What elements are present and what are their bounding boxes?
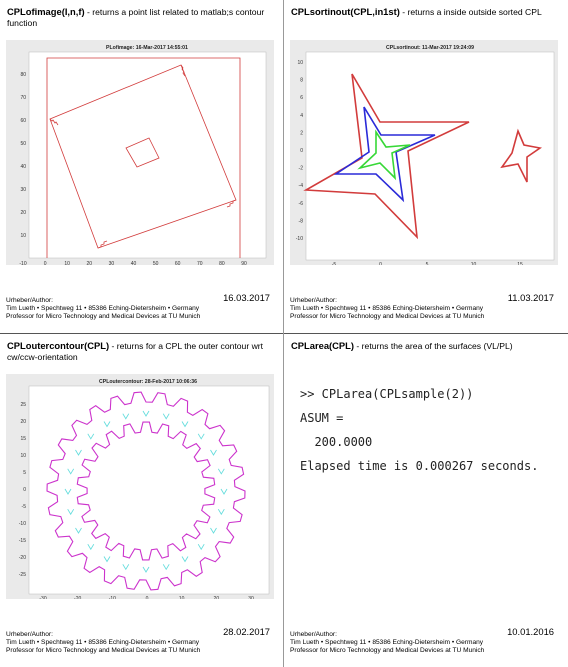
x-tick-label: 50	[152, 261, 159, 265]
x-tick-label: 30	[108, 261, 115, 265]
console-variable: ASUM =	[300, 411, 344, 425]
x-tick-label: 0	[43, 261, 47, 265]
function-name: CPLofimage(I,n,f)	[7, 6, 85, 17]
y-tick-label: 0	[300, 148, 303, 154]
function-description: - returns for a CPL the outer contour wrt cw/ccw-orientation	[7, 341, 264, 362]
y-tick-label: -15	[18, 538, 26, 544]
panel-date: 11.03.2017	[507, 292, 554, 303]
author-address: Tim Lueth • Spechtweg 11 • 85386 Eching-Dietersheim • Germany	[290, 305, 484, 312]
y-tick-label: -10	[295, 236, 303, 242]
author-address: Tim Lueth • Spechtweg 11 • 85386 Eching-Dietersheim • Germany	[6, 305, 200, 312]
x-tick-label: 0	[379, 262, 382, 265]
y-tick-label: 50	[20, 141, 26, 147]
author-label: Urheber/Author:	[6, 297, 53, 304]
function-description: - returns the area of the surfaces (VL/PL)	[354, 341, 513, 351]
author-label: Urheber/Author:	[290, 631, 337, 638]
y-tick-label: 5	[23, 470, 26, 476]
y-tick-label: 30	[20, 187, 26, 193]
panel-title	[291, 340, 561, 352]
y-tick-label: 70	[20, 95, 26, 101]
y-tick-label: 20	[20, 419, 26, 425]
author-footer	[290, 292, 560, 321]
author-affiliation: Professor for Micro Technology and Medical Devices at TU Munich	[6, 313, 201, 320]
console-command: >> CPLarea(CPLsample(2))	[300, 387, 474, 401]
y-tick-label: 8	[300, 77, 303, 84]
figure-title: CPLoutercontour: 28-Feb-2017 10:06:36	[98, 379, 198, 385]
y-tick-label: 80	[20, 72, 26, 78]
y-tick-label: -2	[298, 165, 303, 172]
console-elapsed-time: Elapsed time is 0.000267 seconds.	[300, 459, 539, 473]
panel-date: 28.02.2017	[223, 626, 270, 637]
figure-title: CPLsortinout: 11-Mar-2017 19:24:09	[386, 45, 474, 51]
x-tick-label: 10	[178, 596, 185, 599]
function-name: CPLsortinout(CPL,in1st)	[291, 6, 400, 17]
panel-title	[7, 6, 277, 29]
console-value: 200.0000	[300, 435, 373, 449]
figure-image	[290, 40, 558, 265]
author-footer	[290, 626, 560, 655]
x-tick-label: -5	[331, 262, 337, 265]
matlab-console-output	[300, 382, 538, 478]
x-tick-label: -10	[19, 261, 27, 265]
y-tick-label: 10	[20, 233, 26, 239]
function-description: - returns a point list related to matlab;s contour function	[7, 7, 265, 28]
figure-title: PLofimage: 16-Mar-2017 14:55:01	[106, 45, 188, 51]
y-tick-label: -6	[298, 200, 303, 207]
y-tick-label: -5	[21, 504, 26, 510]
x-tick-label: 5	[425, 262, 429, 265]
x-tick-label: 15	[517, 262, 523, 265]
panel-date: 10.01.2016	[507, 626, 554, 637]
x-tick-label: -30	[39, 596, 47, 599]
x-tick-label: 40	[130, 261, 137, 265]
y-tick-label: -8	[298, 218, 303, 225]
x-tick-label: -20	[74, 596, 82, 599]
panel-title	[7, 340, 277, 363]
figure-image	[6, 374, 274, 599]
y-tick-label: -10	[18, 521, 26, 527]
y-tick-label: 10	[20, 453, 26, 459]
y-tick-label: -25	[18, 572, 26, 578]
x-tick-label: 80	[219, 261, 225, 265]
panel-title	[291, 6, 561, 18]
x-tick-label: 0	[145, 596, 149, 599]
y-tick-label: 15	[20, 436, 26, 442]
author-affiliation: Professor for Micro Technology and Medical Devices at TU Munich	[6, 647, 201, 654]
x-tick-label: 10	[64, 261, 70, 265]
y-tick-label: -4	[298, 183, 303, 190]
author-label: Urheber/Author:	[6, 631, 53, 638]
function-description: - returns a inside outside sorted CPL	[399, 7, 542, 17]
x-tick-label: 70	[197, 261, 203, 265]
author-label: Urheber/Author:	[290, 297, 337, 304]
author-affiliation: Professor for Micro Technology and Medical Devices at TU Munich	[290, 647, 485, 654]
y-tick-label: 25	[20, 402, 26, 408]
author-affiliation: Professor for Micro Technology and Medical Devices at TU Munich	[290, 313, 485, 320]
y-tick-label: 2	[300, 130, 303, 137]
x-tick-label: -10	[108, 596, 116, 599]
panel-cplsortinout	[284, 0, 568, 333]
x-tick-label: 20	[86, 261, 93, 265]
x-tick-label: 60	[174, 261, 181, 265]
panel-cploutercontour	[0, 334, 284, 667]
y-tick-label: -20	[18, 555, 26, 561]
y-tick-label: 6	[300, 95, 303, 102]
figure-image	[6, 40, 274, 265]
function-name: CPLoutercontour(CPL)	[7, 340, 110, 351]
y-tick-label: 4	[300, 112, 303, 119]
y-tick-label: 20	[20, 210, 26, 216]
x-tick-label: 10	[470, 262, 477, 265]
x-tick-label: 30	[248, 596, 254, 599]
function-name: CPLarea(CPL)	[291, 340, 355, 351]
y-tick-label: 10	[297, 60, 303, 66]
panel-date: 16.03.2017	[223, 292, 270, 303]
panel-cplofimage	[0, 0, 284, 333]
panel-cplarea	[284, 334, 568, 667]
x-tick-label: 90	[241, 261, 247, 265]
x-tick-label: 20	[213, 596, 220, 599]
y-tick-label: 60	[20, 118, 26, 124]
author-footer	[6, 626, 276, 655]
y-tick-label: 0	[23, 487, 26, 493]
author-address: Tim Lueth • Spechtweg 11 • 85386 Eching-Dietersheim • Germany	[290, 639, 484, 646]
y-tick-label: 40	[20, 164, 26, 170]
author-footer	[6, 292, 276, 321]
author-address: Tim Lueth • Spechtweg 11 • 85386 Eching-Dietersheim • Germany	[6, 639, 200, 646]
